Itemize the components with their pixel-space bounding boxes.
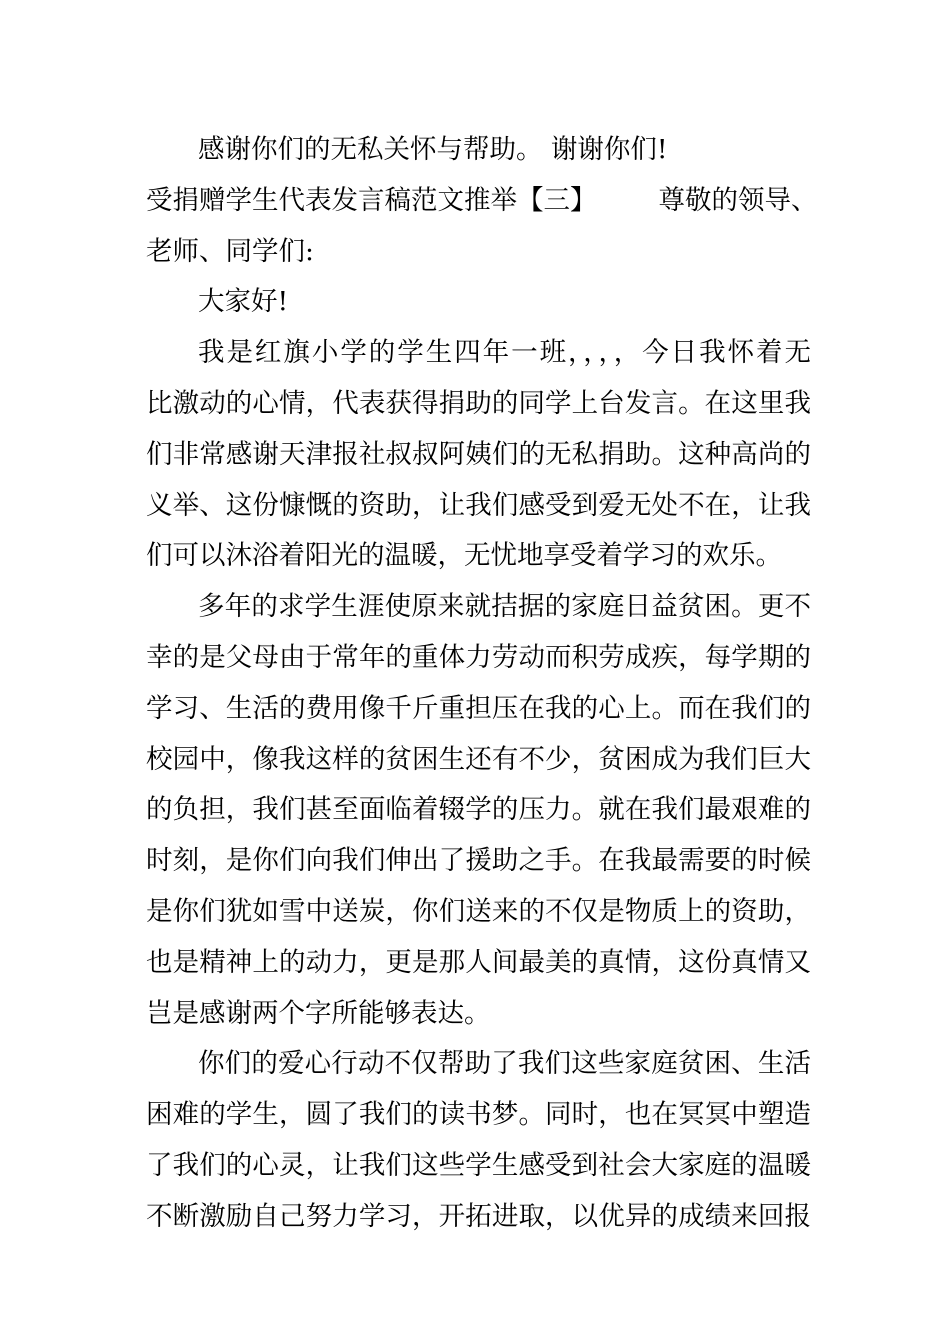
text-line: 困难的学生，圆了我们的读书梦。同时，也在冥冥中塑造 — [146, 1099, 811, 1131]
text-line: 校园中，像我这样的贫困生还有不少，贫困成为我们巨大 — [146, 743, 811, 775]
text-line: 我是红旗小学的学生四年一班，，，，今日我怀着无 — [198, 337, 811, 369]
greeting-line — [146, 277, 811, 328]
salutation-part-1: 尊敬的领导、 — [658, 184, 818, 216]
text-line: 时刻，是你们向我们伸出了援助之手。在我最需要的时候 — [146, 845, 811, 877]
text-line: 们可以沐浴着阳光的温暖，无忧地享受着学习的欢乐。 — [146, 540, 782, 572]
text-line: 幸的是父母由于常年的重体力劳动而积劳成疾，每学期的 — [146, 641, 811, 673]
text-line: 也是精神上的动力，更是那人间最美的真情，这份真情又 — [146, 946, 811, 978]
section-heading: 受捐赠学生代表发言稿范文推举【三】 — [146, 184, 597, 216]
text-line: 是你们犹如雪中送炭，你们送来的不仅是物质上的资助， — [146, 895, 811, 927]
text-line: 们非常感谢天津报社叔叔阿姨们的无私捐助。这种高尚的 — [146, 438, 811, 470]
section-heading-line — [146, 176, 818, 227]
text-line: 了我们的心灵，让我们这些学生感受到社会大家庭的温暖 — [146, 1149, 811, 1181]
text-line: 不断激励自己努力学习，开拓进取，以优异的成绩来回报 — [146, 1200, 811, 1232]
salutation-line — [146, 227, 811, 278]
text-line: 多年的求学生涯使原来就拮据的家庭日益贫困。更不 — [198, 591, 811, 623]
text-line: 比激动的心情，代表获得捐助的同学上台发言。在这里我 — [146, 387, 811, 419]
text-line: 你们的爱心行动不仅帮助了我们这些家庭贫困、生活 — [198, 1048, 811, 1080]
text-line: 学习、生活的费用像千斤重担压在我的心上。而在我们的 — [146, 692, 811, 724]
text-line: 的负担，我们甚至面临着辍学的压力。就在我们最艰难的 — [146, 794, 811, 826]
text-line: 感谢你们的无私关怀与帮助。 谢谢你们! — [198, 134, 668, 165]
greeting: 大家好! — [198, 286, 289, 318]
salutation-part-2: 老师、同学们: — [146, 235, 314, 267]
paragraph-thanks-line — [146, 125, 811, 176]
text-line: 岂是感谢两个字所能够表达。 — [146, 997, 491, 1029]
document-body — [146, 125, 818, 1243]
text-line: 义举、这份慷慨的资助，让我们感受到爱无处不在，让我 — [146, 489, 811, 521]
